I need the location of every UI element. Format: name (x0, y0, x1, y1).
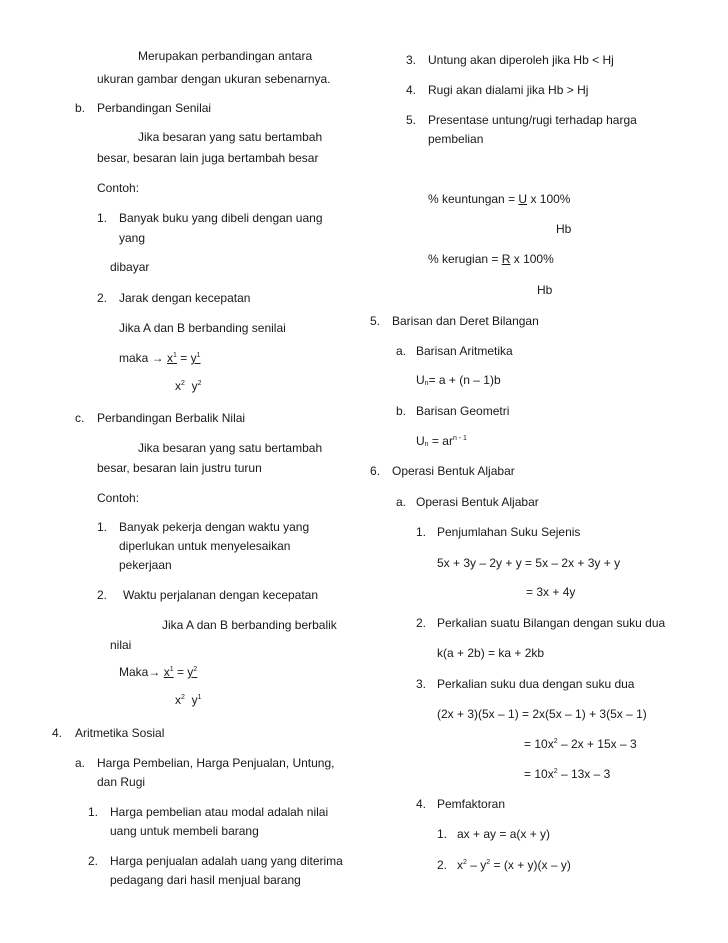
s4a1-marker: 1. (88, 805, 99, 819)
s4a2-text-line-1: Harga penjualan adalah uang yang diterima (110, 854, 343, 868)
b1-text-line-3: dibayar (110, 260, 150, 274)
b1-text-line-2: yang (119, 231, 146, 245)
equals-sign: = (176, 665, 184, 679)
keuntungan-label: % keuntungan = (428, 192, 516, 206)
b-heading: Perbandingan Senilai (97, 101, 212, 115)
s6a2-equation: k(a + 2b) = ka + 2kb (437, 646, 545, 660)
c2-text-line-3: nilai (110, 638, 132, 652)
a-definition-line-2: ukuran gambar dengan ukuran sebenarnya. (97, 72, 331, 86)
r5-text-line-2: pembelian (428, 132, 484, 146)
kerugian-multiplier: x 100% (513, 252, 554, 266)
b-marker: b. (75, 101, 86, 115)
s6a1-marker: 1. (416, 525, 427, 539)
c-contoh-label: Contoh: (97, 491, 140, 505)
b2-text-line-1: Jarak dengan kecepatan (119, 291, 251, 305)
s4a-marker: a. (75, 756, 86, 770)
keuntungan-numerator: U (518, 192, 528, 206)
b2-marker: 2. (97, 291, 108, 305)
s5b-heading: Barisan Geometri (416, 404, 510, 418)
s6a3-marker: 3. (416, 677, 427, 691)
keuntungan-multiplier: x 100% (530, 192, 571, 206)
factoring-1-marker: 1. (437, 827, 448, 841)
section-5-marker: 5. (370, 314, 381, 328)
c-marker: c. (75, 411, 85, 425)
arithmetic-formula: $U_n= a + (n - 1)b$ (416, 373, 501, 387)
c-definition-line-2: besar, besaran lain justru turun (97, 461, 262, 475)
factoring-2-equation: $x^2 - y^2 = (x + y)(x - y)$ (457, 858, 571, 872)
s6a3-equation-2: = $10x^2 - 2x + 15x - 3$ (524, 737, 637, 751)
s6a-heading: Operasi Bentuk Aljabar (416, 495, 539, 509)
factoring-1-equation: ax + ay = a(x + y) (457, 827, 551, 841)
c1-text-line-3: pekerjaan (119, 558, 172, 572)
s4a-heading-line-1: Harga Pembelian, Harga Penjualan, Untung, (97, 756, 335, 770)
s4a1-text-line-2: uang untuk membeli barang (110, 824, 259, 838)
denominator-y: $y^1$ (191, 693, 202, 707)
a-definition-line-1: Merupakan perbandingan antara (138, 49, 313, 63)
c-heading: Perbandingan Berbalik Nilai (97, 411, 246, 425)
s4a1-text-line-1: Harga pembelian atau modal adalah nilai (110, 805, 329, 819)
r5-text-line-1: Presentase untung/rugi terhadap harga (428, 113, 637, 127)
keuntungan-formula (428, 191, 570, 207)
equals-sign: = (180, 351, 188, 365)
s6a4-marker: 4. (416, 797, 427, 811)
c2-proportion-formula (119, 664, 197, 680)
c1-marker: 1. (97, 520, 108, 534)
b-contoh-label: Contoh: (97, 181, 140, 195)
b2-proportion-denominators (175, 378, 201, 394)
c2-marker: 2. (97, 588, 108, 602)
maka-label: maka → (119, 351, 164, 365)
section-6-marker: 6. (370, 464, 381, 478)
s4a2-text-line-2: pedagang dari hasil menjual barang (110, 873, 301, 887)
r5-marker: 5. (406, 113, 417, 127)
c-definition-line-1: Jika besaran yang satu bertambah (138, 441, 323, 455)
keuntungan-denominator: Hb (556, 222, 572, 236)
r3-text: Untung akan diperoleh jika Hb < Hj (428, 53, 614, 67)
b-definition-line-1: Jika besaran yang satu bertambah (138, 130, 323, 144)
s4a2-marker: 2. (88, 854, 99, 868)
b-definition-line-2: besar, besaran lain juga bertambah besar (97, 151, 319, 165)
s5a-marker: a. (396, 344, 407, 358)
s6a2-marker: 2. (416, 616, 427, 630)
s6a3-equation-3: = $10x^2 - 13x - 3$ (524, 767, 611, 781)
kerugian-label: % kerugian = (428, 252, 499, 266)
c1-text-line-1: Banyak pekerja dengan waktu yang (119, 520, 310, 534)
c2-proportion-denominators (175, 692, 201, 708)
denominator-y: $y^2$ (191, 379, 202, 393)
section-4-heading: Aritmetika Sosial (75, 726, 165, 740)
s6a4-heading: Pemfaktoran (437, 797, 506, 811)
s6a1-equation-1: 5x + 3y – 2y + y = 5x – 2x + 3y + y (437, 556, 621, 570)
kerugian-denominator: Hb (537, 283, 553, 297)
s6a2-heading: Perkalian suatu Bilangan dengan suku dua (437, 616, 666, 630)
c2-text-line-2: Jika A dan B berbanding berbalik (162, 618, 337, 632)
r3-marker: 3. (406, 53, 417, 67)
r4-marker: 4. (406, 83, 417, 97)
fraction-numerator-x: $x^1$ (163, 665, 174, 679)
kerugian-numerator: R (501, 252, 511, 266)
s6a1-heading: Penjumlahan Suku Sejenis (437, 525, 581, 539)
b1-text-line-1: Banyak buku yang dibeli dengan uang (119, 211, 323, 225)
maka-label: Maka→ (119, 665, 161, 679)
b2-text-line-2: Jika A dan B berbanding senilai (119, 321, 286, 335)
s6a3-heading: Perkalian suku dua dengan suku dua (437, 677, 635, 691)
s5b-marker: b. (396, 404, 407, 418)
section-6-heading: Operasi Bentuk Aljabar (392, 464, 515, 478)
fraction-numerator-y: $y^2$ (187, 665, 198, 679)
section-5-heading: Barisan dan Deret Bilangan (392, 314, 539, 328)
factoring-2-marker: 2. (437, 858, 448, 872)
c2-text-line-1: Waktu perjalanan dengan kecepatan (123, 588, 319, 602)
section-4-marker: 4. (52, 726, 63, 740)
c1-text-line-2: diperlukan untuk menyelesaikan (119, 539, 291, 553)
b2-proportion-formula (119, 350, 201, 366)
s6a1-equation-2: = 3x + 4y (526, 585, 576, 599)
kerugian-formula (428, 251, 554, 267)
denominator-x: $x^2$ (175, 693, 185, 707)
b1-marker: 1. (97, 211, 108, 225)
s6a-marker: a. (396, 495, 407, 509)
denominator-x: $x^2$ (175, 379, 185, 393)
s6a3-equation-1: (2x + 3)(5x – 1) = 2x(5x – 1) + 3(5x – 1) (437, 707, 647, 721)
r4-text: Rugi akan dialami jika Hb > Hj (428, 83, 589, 97)
geometric-formula: $U_n = ar^{n - 1}$ (416, 434, 467, 448)
fraction-numerator-y: $y^1$ (190, 351, 201, 365)
s4a-heading-line-2: dan Rugi (97, 775, 146, 789)
s5a-heading: Barisan Aritmetika (416, 344, 513, 358)
fraction-numerator-x: $x^1$ (167, 351, 177, 365)
